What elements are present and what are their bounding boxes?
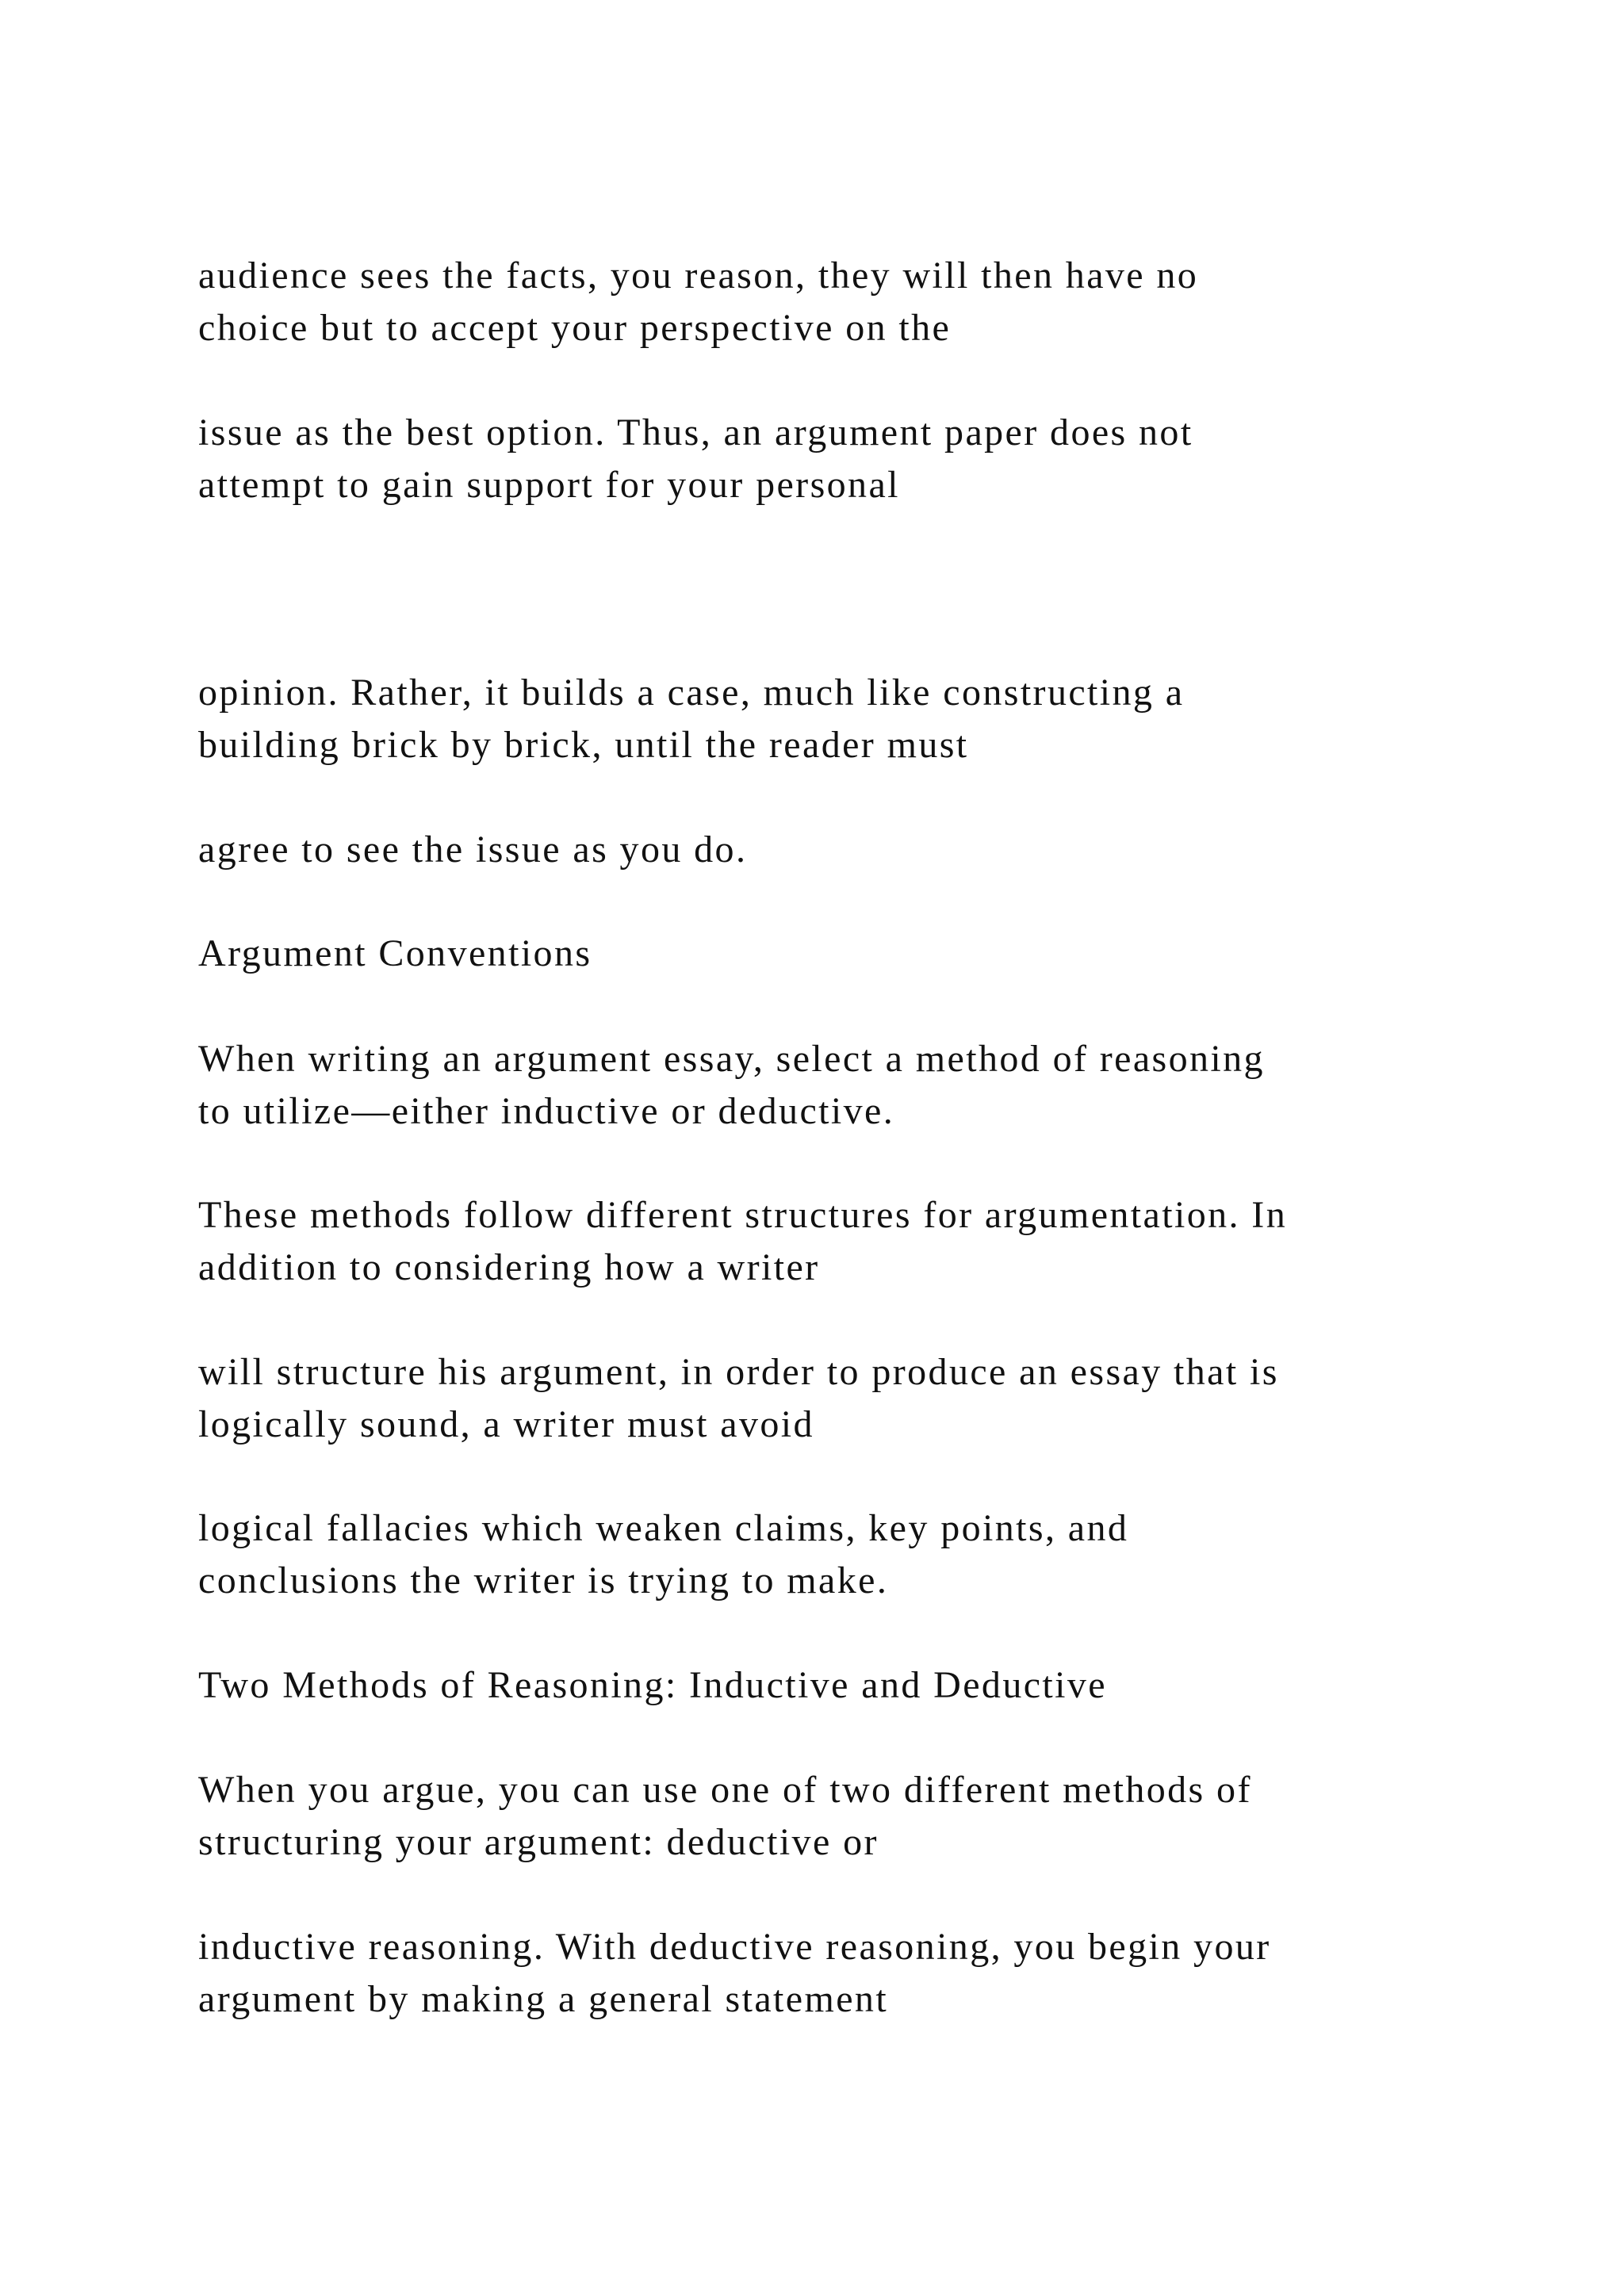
text-line: When you argue, you can use one of two different methods of — [198, 1769, 1252, 1811]
text-line: to utilize—either inductive or deductive. — [198, 1090, 895, 1132]
text-line: argument by making a general statement — [198, 1978, 889, 2020]
text-line: conclusions the writer is trying to make. — [198, 1559, 889, 1601]
text-line: logically sound, a writer must avoid — [198, 1403, 814, 1445]
text-line: building brick by brick, until the reader must — [198, 724, 969, 766]
text-line: issue as the best option. Thus, an argument paper does not — [198, 411, 1193, 453]
text-line: logical fallacies which weaken claims, key points, and — [198, 1507, 1129, 1549]
text-line: Argument Conventions — [198, 932, 592, 974]
text-line: attempt to gain support for your personal — [198, 464, 900, 506]
text-line: When writing an argument essay, select a method of reasoning — [198, 1038, 1265, 1080]
text-line: addition to considering how a writer — [198, 1246, 820, 1288]
text-line: audience sees the facts, you reason, they will then have no — [198, 254, 1199, 297]
text-line: agree to see the issue as you do. — [198, 828, 748, 871]
text-line: opinion. Rather, it builds a case, much like constructing a — [198, 672, 1185, 714]
text-line: These methods follow different structures for argumentation. In — [198, 1194, 1288, 1236]
text-line: structuring your argument: deductive or — [198, 1821, 879, 1863]
text-line: will structure his argument, in order to produce an essay that is — [198, 1351, 1279, 1393]
text-line: inductive reasoning. With deductive reasoning, you begin your — [198, 1926, 1271, 1968]
text-line: choice but to accept your perspective on the — [198, 307, 952, 349]
text-line: Two Methods of Reasoning: Inductive and Deductive — [198, 1664, 1108, 1706]
